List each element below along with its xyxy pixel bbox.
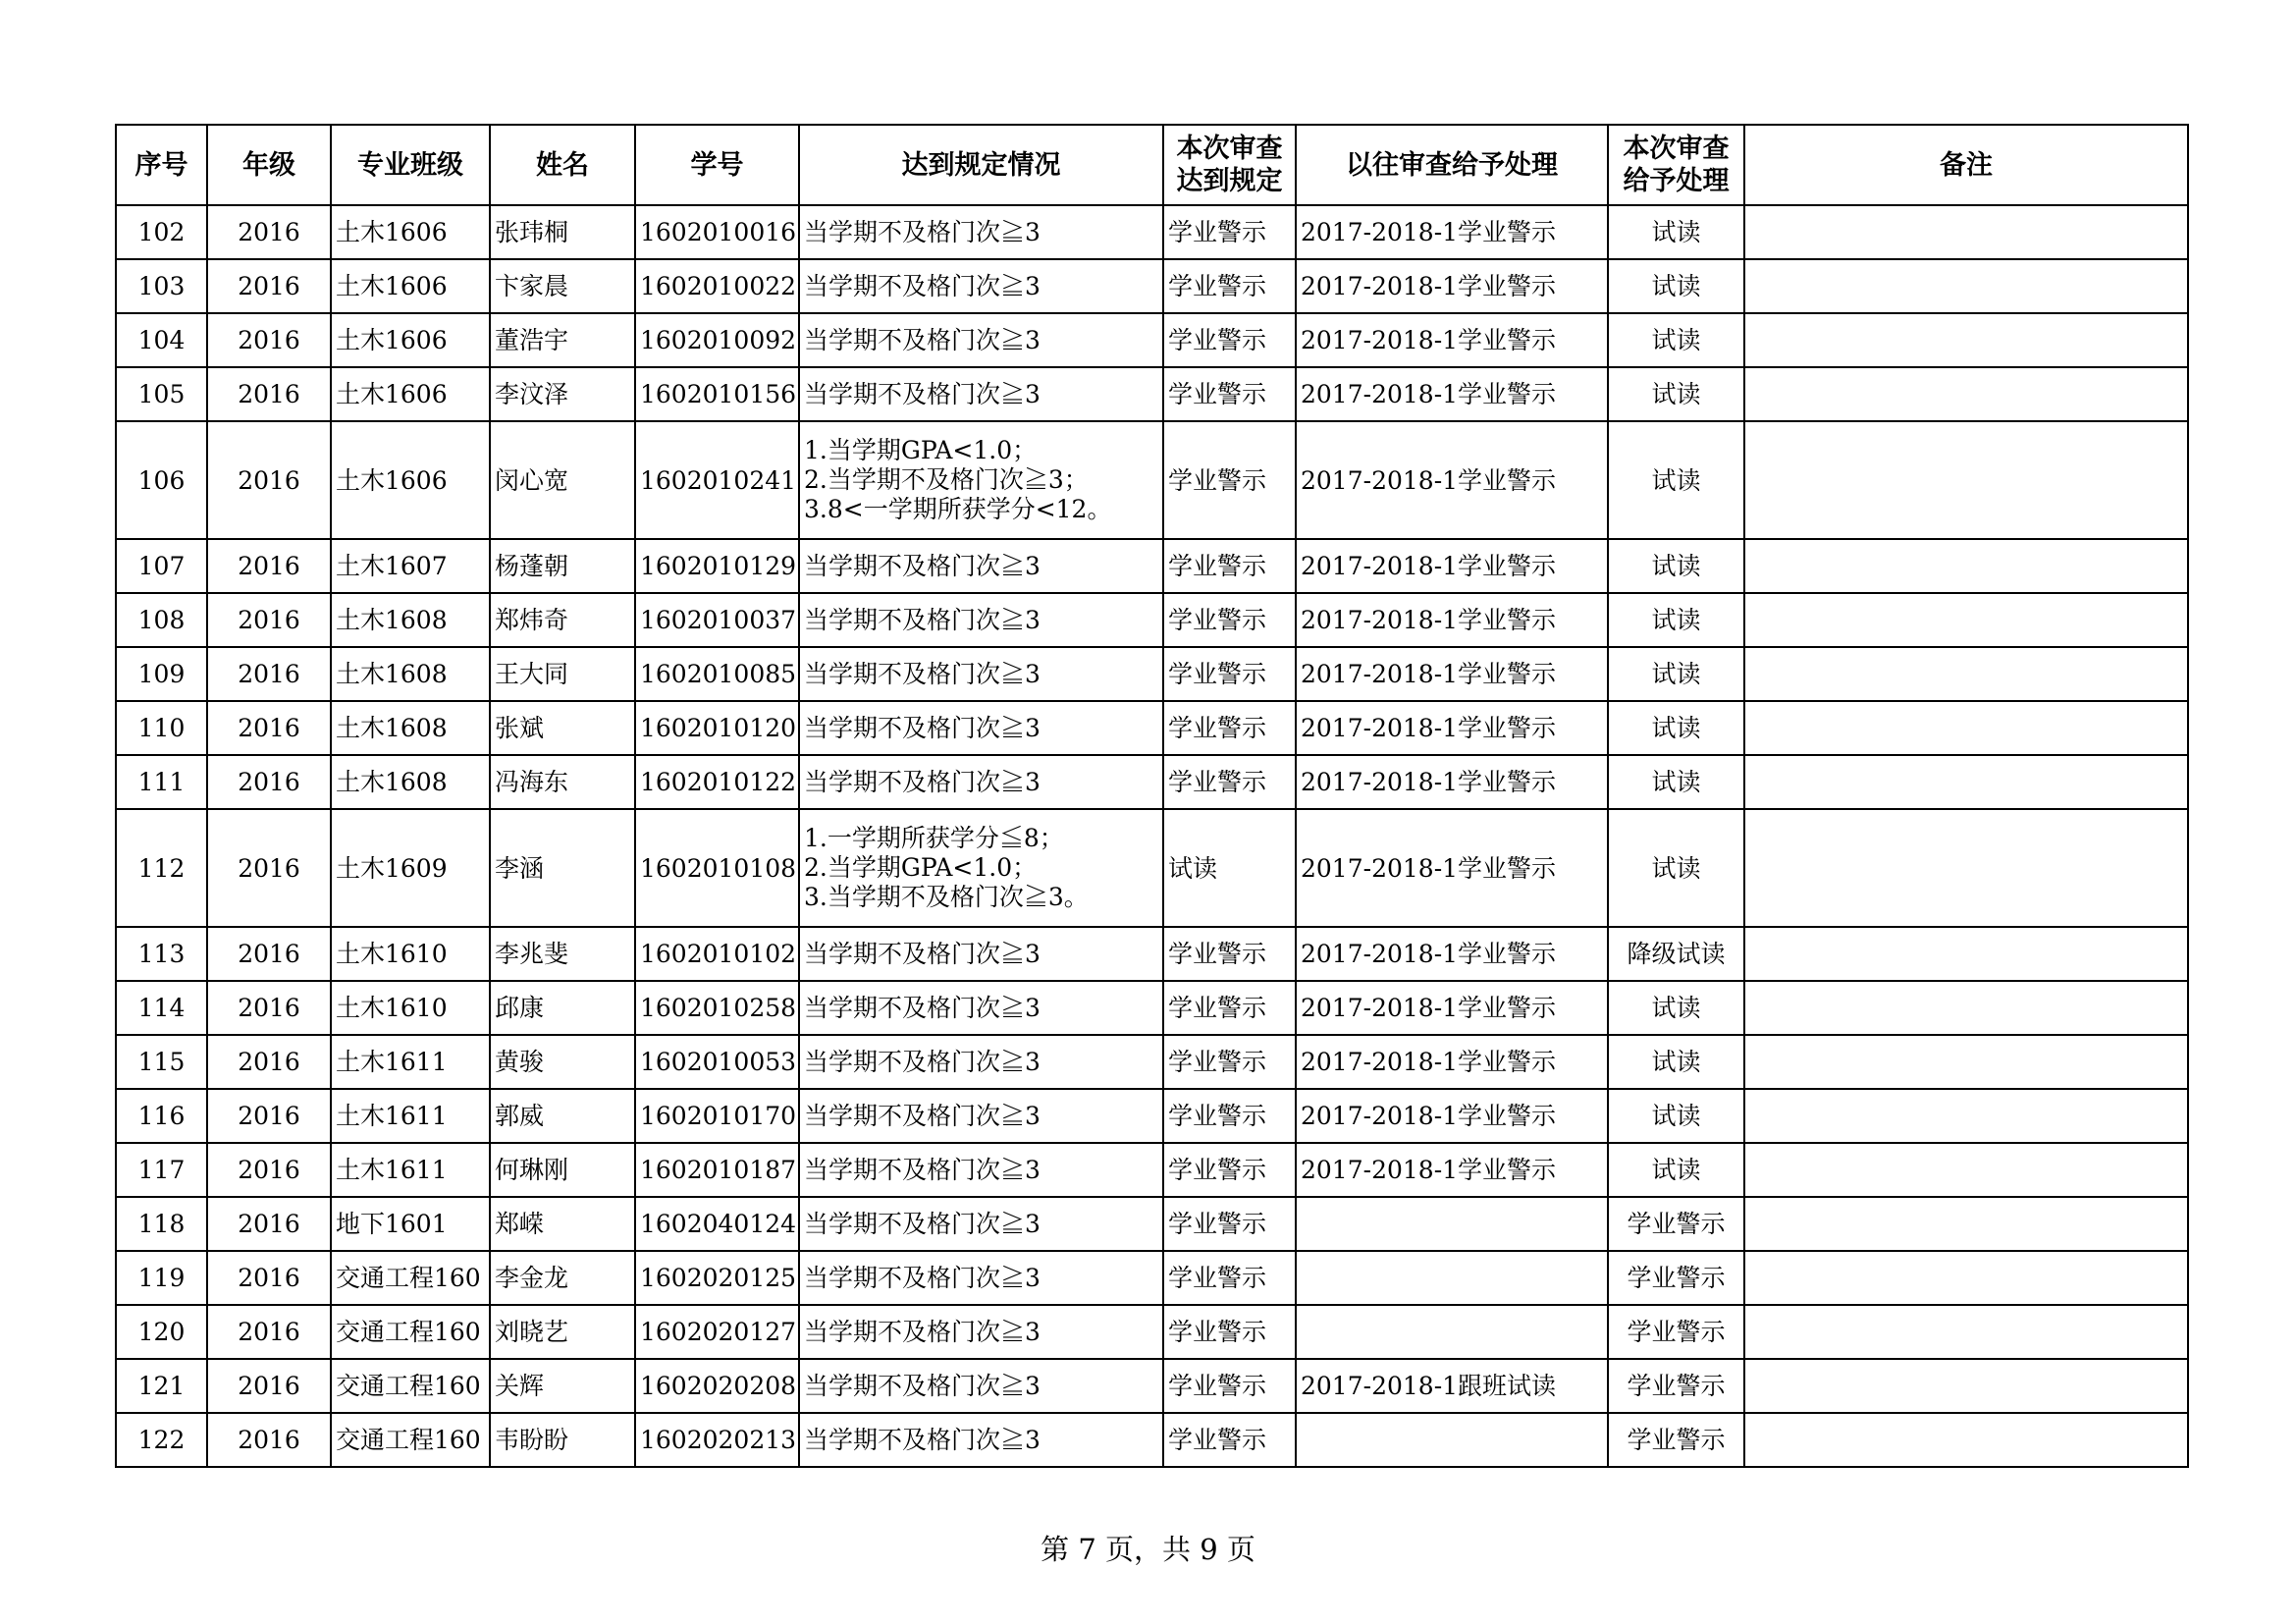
table-row (116, 981, 2188, 1035)
cell-grade: 2016 (207, 593, 331, 647)
cell-condition (799, 927, 1163, 981)
cell-name: 董浩宇 (490, 313, 635, 367)
cell-grade: 2016 (207, 1413, 331, 1467)
cell-review: 学业警示 (1163, 1251, 1296, 1305)
cell-grade: 2016 (207, 1251, 331, 1305)
cell-review: 学业警示 (1163, 1143, 1296, 1197)
condition-line: 当学期不及格门次≧3 (804, 217, 1041, 246)
condition-line: 当学期不及格门次≧3 (804, 379, 1041, 408)
cell-action: 试读 (1608, 755, 1744, 809)
header-remark: 备注 (1744, 125, 2188, 205)
cell-review: 学业警示 (1163, 259, 1296, 313)
cell-review: 学业警示 (1163, 367, 1296, 421)
cell-class: 土木1611 (331, 1143, 490, 1197)
cell-action: 试读 (1608, 1035, 1744, 1089)
header-seq: 序号 (116, 125, 207, 205)
cell-seq: 117 (116, 1143, 207, 1197)
cell-past (1296, 1197, 1608, 1251)
cell-seq: 121 (116, 1359, 207, 1413)
table-row (116, 313, 2188, 367)
condition-line: 当学期不及格门次≧3 (804, 939, 1041, 968)
cell-past: 2017-2018-1跟班试读 (1296, 1359, 1608, 1413)
cell-action: 试读 (1608, 809, 1744, 927)
table-row (116, 1305, 2188, 1359)
cell-remark (1744, 1035, 2188, 1089)
cell-past: 2017-2018-1学业警示 (1296, 259, 1608, 313)
cell-remark (1744, 1359, 2188, 1413)
cell-condition (799, 1305, 1163, 1359)
cell-remark (1744, 809, 2188, 927)
cell-past: 2017-2018-1学业警示 (1296, 593, 1608, 647)
cell-remark (1744, 1251, 2188, 1305)
cell-class: 交通工程160 (331, 1359, 490, 1413)
cell-condition (799, 809, 1163, 927)
cell-student-id: 1602010187 (635, 1143, 799, 1197)
cell-seq: 110 (116, 701, 207, 755)
cell-class: 土木1609 (331, 809, 490, 927)
cell-seq: 102 (116, 205, 207, 259)
cell-grade: 2016 (207, 927, 331, 981)
cell-remark (1744, 1413, 2188, 1467)
review-table (115, 124, 2189, 1468)
cell-seq: 105 (116, 367, 207, 421)
cell-remark (1744, 1305, 2188, 1359)
cell-seq: 118 (116, 1197, 207, 1251)
cell-condition (799, 1413, 1163, 1467)
cell-review: 学业警示 (1163, 205, 1296, 259)
cell-condition (799, 1143, 1163, 1197)
cell-action: 试读 (1608, 421, 1744, 539)
header-review (1163, 125, 1296, 205)
cell-review: 学业警示 (1163, 1035, 1296, 1089)
cell-condition (799, 647, 1163, 701)
cell-action: 学业警示 (1608, 1251, 1744, 1305)
header-action-line1: 本次审查 (1623, 134, 1730, 164)
cell-action: 试读 (1608, 259, 1744, 313)
cell-name: 杨蓬朝 (490, 539, 635, 593)
cell-grade: 2016 (207, 1143, 331, 1197)
cell-condition (799, 367, 1163, 421)
table-row (116, 647, 2188, 701)
cell-past: 2017-2018-1学业警示 (1296, 539, 1608, 593)
header-grade: 年级 (207, 125, 331, 205)
cell-action: 试读 (1608, 981, 1744, 1035)
cell-student-id: 1602010170 (635, 1089, 799, 1143)
cell-action: 降级试读 (1608, 927, 1744, 981)
cell-seq: 113 (116, 927, 207, 981)
cell-action: 学业警示 (1608, 1359, 1744, 1413)
header-review-line2: 达到规定 (1176, 166, 1283, 196)
cell-name: 郑炜奇 (490, 593, 635, 647)
cell-review: 学业警示 (1163, 313, 1296, 367)
cell-action: 试读 (1608, 313, 1744, 367)
condition-line: 当学期不及格门次≧3 (804, 993, 1041, 1022)
cell-action: 试读 (1608, 701, 1744, 755)
cell-review: 试读 (1163, 809, 1296, 927)
page-footer: 第 7 页，共 9 页 (1041, 1533, 1255, 1566)
table-row (116, 259, 2188, 313)
cell-review: 学业警示 (1163, 755, 1296, 809)
cell-grade: 2016 (207, 1305, 331, 1359)
condition-line: 当学期不及格门次≧3 (804, 1371, 1041, 1400)
cell-past: 2017-2018-1学业警示 (1296, 421, 1608, 539)
cell-remark (1744, 313, 2188, 367)
cell-condition (799, 1197, 1163, 1251)
condition-line: 当学期不及格门次≧3 (804, 605, 1041, 634)
cell-seq: 122 (116, 1413, 207, 1467)
condition-line: 当学期不及格门次≧3 (804, 1101, 1041, 1130)
table-row (116, 593, 2188, 647)
cell-condition (799, 593, 1163, 647)
cell-name: 邱康 (490, 981, 635, 1035)
cell-class: 土木1606 (331, 205, 490, 259)
cell-student-id: 1602010120 (635, 701, 799, 755)
cell-name: 闵心宽 (490, 421, 635, 539)
cell-class: 土木1606 (331, 421, 490, 539)
cell-grade: 2016 (207, 1197, 331, 1251)
cell-past: 2017-2018-1学业警示 (1296, 927, 1608, 981)
condition-line: 当学期不及格门次≧3 (804, 1317, 1041, 1346)
cell-student-id: 1602020127 (635, 1305, 799, 1359)
cell-review: 学业警示 (1163, 701, 1296, 755)
cell-student-id: 1602010037 (635, 593, 799, 647)
cell-student-id: 1602010102 (635, 927, 799, 981)
condition-line: 当学期不及格门次≧3 (804, 1263, 1041, 1292)
cell-class: 土木1610 (331, 927, 490, 981)
cell-condition (799, 1035, 1163, 1089)
table-row (116, 1359, 2188, 1413)
cell-name: 黄骏 (490, 1035, 635, 1089)
cell-remark (1744, 205, 2188, 259)
cell-action: 学业警示 (1608, 1197, 1744, 1251)
cell-past: 2017-2018-1学业警示 (1296, 1035, 1608, 1089)
cell-grade: 2016 (207, 1035, 331, 1089)
cell-seq: 104 (116, 313, 207, 367)
condition-line: 当学期不及格门次≧3 (804, 659, 1041, 688)
condition-line: 1.当学期GPA<1.0； (804, 436, 1038, 464)
cell-class: 地下1601 (331, 1197, 490, 1251)
cell-name: 王大同 (490, 647, 635, 701)
cell-grade: 2016 (207, 755, 331, 809)
cell-grade: 2016 (207, 701, 331, 755)
cell-name: 张玮桐 (490, 205, 635, 259)
cell-review: 学业警示 (1163, 1197, 1296, 1251)
condition-line: 2.当学期GPA<1.0； (804, 853, 1038, 882)
cell-grade: 2016 (207, 809, 331, 927)
cell-name: 刘晓艺 (490, 1305, 635, 1359)
condition-line: 当学期不及格门次≧3 (804, 1155, 1041, 1184)
cell-action: 试读 (1608, 539, 1744, 593)
table-row (116, 1089, 2188, 1143)
cell-action: 试读 (1608, 205, 1744, 259)
header-name: 姓名 (490, 125, 635, 205)
cell-name: 李汶泽 (490, 367, 635, 421)
cell-class: 土木1606 (331, 259, 490, 313)
header-action (1608, 125, 1744, 205)
cell-student-id: 1602010053 (635, 1035, 799, 1089)
cell-class: 土木1611 (331, 1035, 490, 1089)
cell-class: 土木1608 (331, 755, 490, 809)
cell-action: 试读 (1608, 593, 1744, 647)
header-class: 专业班级 (331, 125, 490, 205)
table-row (116, 809, 2188, 927)
cell-action: 学业警示 (1608, 1305, 1744, 1359)
table-row (116, 755, 2188, 809)
cell-student-id: 1602040124 (635, 1197, 799, 1251)
cell-remark (1744, 421, 2188, 539)
cell-condition (799, 421, 1163, 539)
cell-remark (1744, 1143, 2188, 1197)
table-row (116, 421, 2188, 539)
cell-past (1296, 1413, 1608, 1467)
cell-action: 试读 (1608, 1089, 1744, 1143)
table-row (116, 1413, 2188, 1467)
cell-name: 冯海东 (490, 755, 635, 809)
cell-past: 2017-2018-1学业警示 (1296, 1089, 1608, 1143)
header-past: 以往审查给予处理 (1296, 125, 1608, 205)
condition-line: 当学期不及格门次≧3 (804, 271, 1041, 300)
cell-remark (1744, 701, 2188, 755)
cell-grade: 2016 (207, 1089, 331, 1143)
table-row (116, 1035, 2188, 1089)
cell-action: 试读 (1608, 367, 1744, 421)
header-student-id: 学号 (635, 125, 799, 205)
cell-action: 试读 (1608, 647, 1744, 701)
cell-grade: 2016 (207, 647, 331, 701)
cell-student-id: 1602010108 (635, 809, 799, 927)
cell-condition (799, 1251, 1163, 1305)
cell-past (1296, 1305, 1608, 1359)
cell-review: 学业警示 (1163, 981, 1296, 1035)
cell-seq: 107 (116, 539, 207, 593)
cell-review: 学业警示 (1163, 1089, 1296, 1143)
cell-seq: 103 (116, 259, 207, 313)
table-row (116, 1251, 2188, 1305)
condition-line: 当学期不及格门次≧3 (804, 767, 1041, 796)
cell-remark (1744, 1197, 2188, 1251)
cell-student-id: 1602010258 (635, 981, 799, 1035)
table-row (116, 367, 2188, 421)
cell-name: 韦盼盼 (490, 1413, 635, 1467)
cell-name: 卞家晨 (490, 259, 635, 313)
cell-remark (1744, 927, 2188, 981)
cell-remark (1744, 593, 2188, 647)
cell-seq: 106 (116, 421, 207, 539)
cell-review: 学业警示 (1163, 647, 1296, 701)
condition-line: 当学期不及格门次≧3 (804, 1425, 1041, 1454)
cell-name: 关辉 (490, 1359, 635, 1413)
cell-condition (799, 981, 1163, 1035)
cell-grade: 2016 (207, 205, 331, 259)
cell-condition (799, 539, 1163, 593)
condition-line: 当学期不及格门次≧3 (804, 713, 1041, 742)
cell-seq: 109 (116, 647, 207, 701)
cell-student-id: 1602020208 (635, 1359, 799, 1413)
cell-class: 土木1606 (331, 367, 490, 421)
cell-review: 学业警示 (1163, 421, 1296, 539)
cell-remark (1744, 539, 2188, 593)
cell-condition (799, 755, 1163, 809)
header-row (116, 125, 2188, 205)
cell-grade: 2016 (207, 1359, 331, 1413)
cell-past: 2017-2018-1学业警示 (1296, 367, 1608, 421)
condition-line: 当学期不及格门次≧3 (804, 325, 1041, 354)
table-row (116, 205, 2188, 259)
cell-review: 学业警示 (1163, 1359, 1296, 1413)
cell-remark (1744, 981, 2188, 1035)
cell-past: 2017-2018-1学业警示 (1296, 205, 1608, 259)
cell-name: 李涵 (490, 809, 635, 927)
cell-past: 2017-2018-1学业警示 (1296, 981, 1608, 1035)
cell-class: 土木1608 (331, 647, 490, 701)
cell-condition (799, 701, 1163, 755)
cell-review: 学业警示 (1163, 1305, 1296, 1359)
cell-class: 土木1606 (331, 313, 490, 367)
cell-student-id: 1602010016 (635, 205, 799, 259)
table-row (116, 1143, 2188, 1197)
cell-past: 2017-2018-1学业警示 (1296, 313, 1608, 367)
cell-student-id: 1602020213 (635, 1413, 799, 1467)
header-condition: 达到规定情况 (799, 125, 1163, 205)
cell-seq: 116 (116, 1089, 207, 1143)
condition-line: 当学期不及格门次≧3 (804, 1209, 1041, 1238)
cell-name: 郭威 (490, 1089, 635, 1143)
cell-remark (1744, 647, 2188, 701)
cell-review: 学业警示 (1163, 539, 1296, 593)
cell-action: 试读 (1608, 1143, 1744, 1197)
cell-class: 交通工程160 (331, 1305, 490, 1359)
cell-seq: 111 (116, 755, 207, 809)
table-row (116, 701, 2188, 755)
cell-past (1296, 1251, 1608, 1305)
cell-name: 李兆斐 (490, 927, 635, 981)
cell-student-id: 1602020125 (635, 1251, 799, 1305)
header-review-line1: 本次审查 (1176, 134, 1283, 164)
cell-past: 2017-2018-1学业警示 (1296, 1143, 1608, 1197)
cell-student-id: 1602010085 (635, 647, 799, 701)
cell-grade: 2016 (207, 259, 331, 313)
cell-condition (799, 259, 1163, 313)
cell-student-id: 1602010022 (635, 259, 799, 313)
header-action-line2: 给予处理 (1623, 166, 1730, 196)
cell-student-id: 1602010092 (635, 313, 799, 367)
cell-review: 学业警示 (1163, 593, 1296, 647)
condition-line: 3.8<一学期所获学分<12。 (804, 495, 1112, 523)
cell-remark (1744, 755, 2188, 809)
cell-action: 学业警示 (1608, 1413, 1744, 1467)
cell-grade: 2016 (207, 367, 331, 421)
cell-seq: 115 (116, 1035, 207, 1089)
cell-grade: 2016 (207, 981, 331, 1035)
cell-seq: 120 (116, 1305, 207, 1359)
cell-review: 学业警示 (1163, 927, 1296, 981)
cell-condition (799, 313, 1163, 367)
cell-condition (799, 1089, 1163, 1143)
cell-student-id: 1602010122 (635, 755, 799, 809)
table-row (116, 927, 2188, 981)
cell-seq: 119 (116, 1251, 207, 1305)
cell-name: 郑嵘 (490, 1197, 635, 1251)
cell-seq: 112 (116, 809, 207, 927)
cell-review: 学业警示 (1163, 1413, 1296, 1467)
cell-class: 土木1610 (331, 981, 490, 1035)
cell-name: 李金龙 (490, 1251, 635, 1305)
cell-past: 2017-2018-1学业警示 (1296, 809, 1608, 927)
cell-class: 土木1611 (331, 1089, 490, 1143)
cell-student-id: 1602010241 (635, 421, 799, 539)
cell-class: 土木1608 (331, 701, 490, 755)
cell-class: 交通工程160 (331, 1413, 490, 1467)
cell-class: 土木1607 (331, 539, 490, 593)
cell-condition (799, 205, 1163, 259)
cell-grade: 2016 (207, 539, 331, 593)
condition-line: 当学期不及格门次≧3 (804, 1047, 1041, 1076)
cell-class: 土木1608 (331, 593, 490, 647)
table-row (116, 1197, 2188, 1251)
cell-condition (799, 1359, 1163, 1413)
cell-student-id: 1602010156 (635, 367, 799, 421)
cell-grade: 2016 (207, 313, 331, 367)
cell-seq: 114 (116, 981, 207, 1035)
cell-class: 交通工程160 (331, 1251, 490, 1305)
cell-past: 2017-2018-1学业警示 (1296, 701, 1608, 755)
cell-student-id: 1602010129 (635, 539, 799, 593)
condition-line: 1.一学期所获学分≦8； (804, 824, 1064, 852)
cell-remark (1744, 1089, 2188, 1143)
cell-seq: 108 (116, 593, 207, 647)
cell-grade: 2016 (207, 421, 331, 539)
cell-remark (1744, 259, 2188, 313)
cell-name: 张斌 (490, 701, 635, 755)
cell-past: 2017-2018-1学业警示 (1296, 755, 1608, 809)
cell-remark (1744, 367, 2188, 421)
condition-line: 3.当学期不及格门次≧3。 (804, 883, 1089, 911)
condition-line: 2.当学期不及格门次≧3； (804, 465, 1089, 494)
table-row (116, 539, 2188, 593)
cell-name: 何琳刚 (490, 1143, 635, 1197)
condition-line: 当学期不及格门次≧3 (804, 551, 1041, 580)
cell-past: 2017-2018-1学业警示 (1296, 647, 1608, 701)
